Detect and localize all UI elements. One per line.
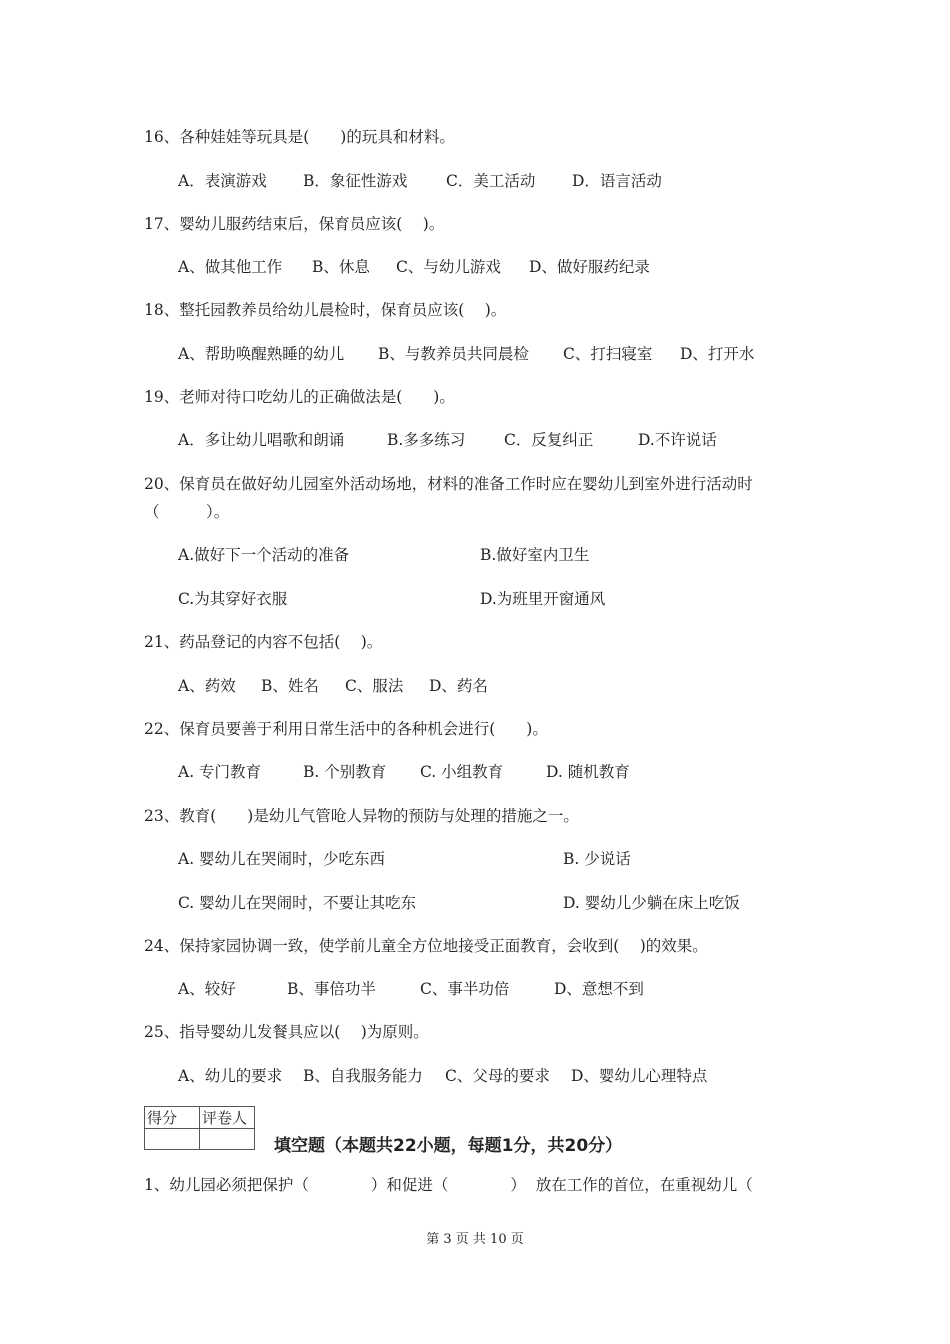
question-23-stem: 23、教育( )是幼儿气管呛人异物的预防与处理的措施之一。 [144,807,579,825]
q21-option-b: B、姓名 [261,677,319,695]
question-18-stem: 18、整托园教养员给幼儿晨检时，保育员应该( )。 [144,301,507,319]
q21-option-a: A、药效 [178,677,236,695]
question-19-stem: 19、老师对待口吃幼儿的正确做法是( )。 [144,388,455,406]
q17-option-b: B、休息 [312,258,370,276]
q17-option-c: C、与幼儿游戏 [396,258,501,276]
q20-option-a: A.做好下一个活动的准备 [178,546,350,564]
question-21-stem: 21、药品登记的内容不包括( )。 [144,633,383,651]
q24-option-b: B、事倍功半 [287,980,376,998]
q16-option-b: B．象征性游戏 [303,172,408,190]
q18-option-c: C、打扫寝室 [563,345,653,363]
q23-option-c: C. 婴幼儿在哭闹时，不要让其吃东 [178,894,417,912]
q19-option-b: B.多多练习 [387,431,466,449]
q19-option-a: A．多让幼儿唱歌和朗诵 [178,431,345,449]
q18-option-a: A、帮助唤醒熟睡的幼儿 [178,345,345,363]
q20-option-b: B.做好室内卫生 [480,546,590,564]
score-cell [145,1129,200,1150]
question-24-stem: 24、保持家园协调一致，使学前儿童全方位地接受正面教育，会收到( )的效果。 [144,937,708,955]
q21-option-c: C、服法 [345,677,404,695]
q24-option-d: D、意想不到 [554,980,644,998]
q22-option-a: A. 专门教育 [178,763,262,781]
q23-option-a: A. 婴幼儿在哭闹时，少吃东西 [178,850,386,868]
q16-option-d: D．语言活动 [572,172,662,190]
grader-label: 评卷人 [200,1107,255,1129]
q16-option-a: A．表演游戏 [178,172,267,190]
fill-blank-question-1: 1、幼儿园必须把保护（ ）和促进（ ） 放在工作的首位，在重视幼儿（ [144,1176,753,1194]
q23-option-b: B. 少说话 [563,850,631,868]
q19-option-c: C．反复纠正 [504,431,594,449]
q22-option-b: B. 个别教育 [303,763,387,781]
score-table [144,1106,255,1150]
question-20-stem-cont: （ ）。 [144,503,230,521]
q20-option-d: D.为班里开窗通风 [480,590,606,608]
q20-option-c: C.为其穿好衣服 [178,590,288,608]
q25-option-b: B、自我服务能力 [303,1067,423,1085]
q25-option-d: D、婴幼儿心理特点 [571,1067,708,1085]
q18-option-b: B、与教养员共同晨检 [378,345,529,363]
q25-option-a: A、幼儿的要求 [178,1067,283,1085]
q16-option-c: C．美工活动 [446,172,536,190]
q19-option-d: D.不许说话 [638,431,717,449]
q24-option-c: C、事半功倍 [420,980,510,998]
q22-option-c: C. 小组教育 [420,763,504,781]
q23-option-d: D. 婴幼儿少躺在床上吃饭 [563,894,740,912]
question-20-stem: 20、保育员在做好幼儿园室外活动场地，材料的准备工作时应在婴幼儿到室外进行活动时 [144,475,753,493]
q17-option-a: A、做其他工作 [178,258,283,276]
question-17-stem: 17、婴幼儿服药结束后，保育员应该( )。 [144,215,445,233]
q18-option-d: D、打开水 [680,345,755,363]
q25-option-c: C、父母的要求 [445,1067,550,1085]
q22-option-d: D. 随机教育 [546,763,630,781]
score-label: 得分 [145,1107,200,1129]
q21-option-d: D、药名 [429,677,488,695]
section-title: 填空题（本题共22小题，每题1分，共20分） [274,1136,623,1156]
q24-option-a: A、较好 [178,980,236,998]
question-25-stem: 25、指导婴幼儿发餐具应以( )为原则。 [144,1023,429,1041]
question-22-stem: 22、保育员要善于利用日常生活中的各种机会进行( )。 [144,720,548,738]
question-16-stem: 16、各种娃娃等玩具是( )的玩具和材料。 [144,128,455,146]
page-footer: 第 3 页 共 10 页 [426,1232,524,1247]
grader-cell [200,1129,255,1150]
q17-option-d: D、做好服药纪录 [529,258,650,276]
